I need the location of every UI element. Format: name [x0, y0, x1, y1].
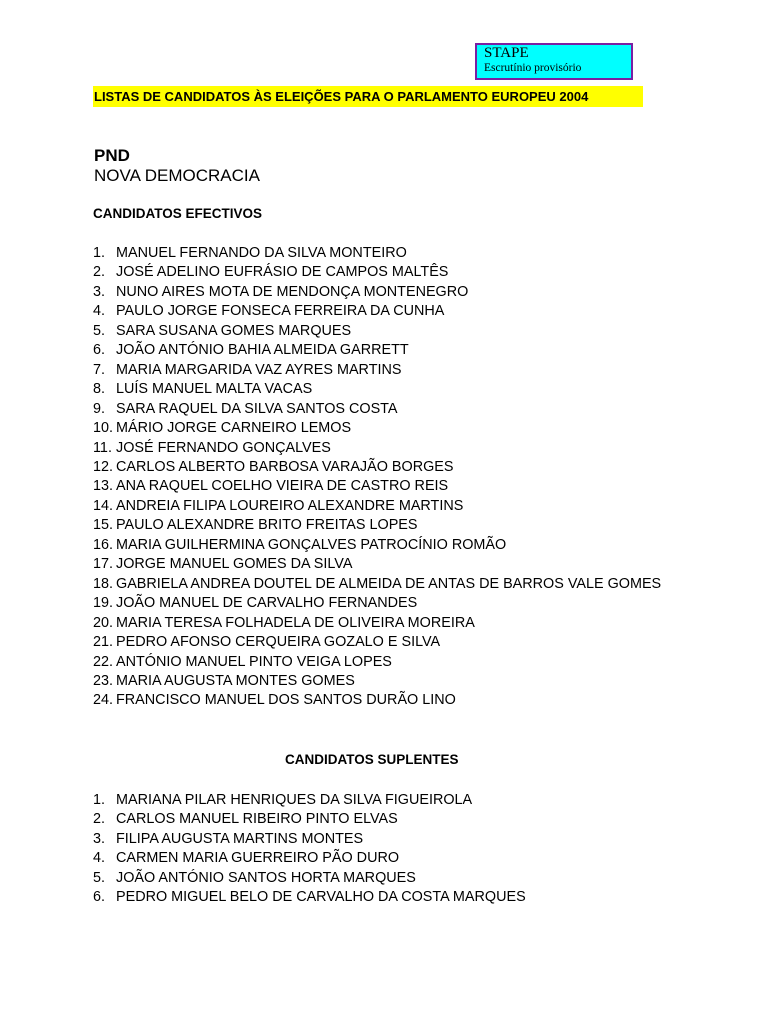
candidate-number: 13. [93, 478, 114, 495]
candidate-name: ANA RAQUEL COELHO VIEIRA DE CASTRO REIS [116, 478, 449, 495]
candidate-name: PAULO ALEXANDRE BRITO FREITAS LOPES [116, 517, 418, 534]
list-item [93, 614, 663, 633]
candidate-name: MANUEL FERNANDO DA SILVA MONTEIRO [116, 245, 407, 261]
list-item [93, 419, 663, 438]
candidate-number: 14. [93, 497, 114, 514]
candidate-number: 12. [93, 458, 114, 475]
list-item [93, 536, 663, 555]
candidate-name: PEDRO AFONSO CERQUEIRA GOZALO E SILVA [116, 634, 441, 651]
candidate-name: MÁRIO JORGE CARNEIRO LEMOS [116, 420, 352, 437]
document-title: LISTAS DE CANDIDATOS ÀS ELEIÇÕES PARA O PARLAMENTO EUROPEU 2004 [93, 86, 643, 107]
list-item [93, 361, 663, 380]
candidate-number: 10. [93, 420, 114, 437]
candidate-name: CARLOS ALBERTO BARBOSA VARAJÃO BORGES [116, 458, 454, 475]
candidate-number: 5. [93, 322, 106, 339]
candidate-number: 16. [93, 536, 114, 553]
candidate-number: 18. [93, 575, 114, 592]
list-item [93, 594, 663, 613]
candidate-name: MARIA GUILHERMINA GONÇALVES PATROCÍNIO ROMÃO [116, 536, 507, 553]
list-item [93, 341, 663, 360]
list-item [93, 849, 663, 868]
candidate-name: ANTÓNIO MANUEL PINTO VEIGA LOPES [116, 653, 392, 670]
candidate-number: 2. [93, 811, 106, 828]
list-item [93, 653, 663, 672]
candidate-name: GABRIELA ANDREA DOUTEL DE ALMEIDA DE ANTAS DE BARROS VALE GOMES [116, 575, 662, 592]
suplentes-heading: CANDIDATOS SUPLENTES [285, 752, 459, 767]
candidate-number: 24. [93, 692, 114, 709]
candidate-number: 21. [93, 634, 114, 651]
list-item [93, 516, 663, 535]
candidate-number: 9. [93, 400, 106, 417]
candidate-name: JORGE MANUEL GOMES DA SILVA [116, 556, 353, 573]
candidate-number: 6. [93, 342, 106, 359]
candidate-name: MARIA MARGARIDA VAZ AYRES MARTINS [116, 361, 402, 378]
list-item [93, 791, 663, 810]
stape-subtitle: Escrutínio provisório [484, 62, 582, 74]
candidate-name: ANDREIA FILIPA LOUREIRO ALEXANDRE MARTINS [116, 497, 464, 514]
candidate-name: FILIPA AUGUSTA MARTINS MONTES [116, 830, 364, 847]
candidate-name: MARIA AUGUSTA MONTES GOMES [116, 672, 355, 689]
party-code: PND [94, 146, 130, 165]
candidate-number: 4. [93, 850, 106, 867]
stape-label-box [475, 43, 633, 80]
candidate-number: 4. [93, 303, 106, 320]
candidate-number: 7. [93, 361, 106, 378]
list-item [93, 458, 663, 477]
candidate-number: 2. [93, 264, 106, 281]
efectivos-heading: CANDIDATOS EFECTIVOS [93, 206, 263, 221]
candidate-name: PAULO JORGE FONSECA FERREIRA DA CUNHA [116, 303, 445, 320]
list-item [93, 830, 663, 849]
candidate-name: FRANCISCO MANUEL DOS SANTOS DURÃO LINO [116, 692, 456, 709]
list-item [93, 263, 663, 282]
list-item [93, 477, 663, 496]
candidate-number: 6. [93, 889, 106, 906]
candidate-name: SARA SUSANA GOMES MARQUES [116, 322, 352, 339]
candidate-name: JOÃO MANUEL DE CARVALHO FERNANDES [116, 595, 418, 612]
candidate-name: JOSÉ ADELINO EUFRÁSIO DE CAMPOS MALTÊS [116, 264, 449, 281]
list-item [93, 400, 663, 419]
list-item [93, 497, 663, 516]
list-item [93, 633, 663, 652]
candidate-name: JOÃO ANTÓNIO BAHIA ALMEIDA GARRETT [116, 342, 409, 359]
suplentes-list [93, 791, 663, 908]
candidate-number: 22. [93, 653, 114, 670]
list-item [93, 672, 663, 691]
list-item [93, 810, 663, 829]
candidate-name: SARA RAQUEL DA SILVA SANTOS COSTA [116, 400, 398, 417]
efectivos-list [93, 244, 663, 711]
candidate-name: JOÃO ANTÓNIO SANTOS HORTA MARQUES [116, 869, 416, 886]
candidate-name: CARLOS MANUEL RIBEIRO PINTO ELVAS [116, 811, 398, 828]
candidate-name: LUÍS MANUEL MALTA VACAS [116, 381, 313, 398]
candidate-number: 15. [93, 517, 114, 534]
candidate-number: 17. [93, 556, 114, 573]
candidate-name: NUNO AIRES MOTA DE MENDONÇA MONTENEGRO [116, 283, 469, 300]
list-item [93, 575, 663, 594]
candidate-number: 3. [93, 830, 106, 847]
candidate-number: 11. [93, 439, 112, 456]
candidate-number: 1. [93, 245, 106, 261]
list-item [93, 380, 663, 399]
candidate-number: 5. [93, 869, 106, 886]
candidate-number: 20. [93, 614, 114, 631]
list-item [93, 244, 663, 263]
candidate-number: 8. [93, 381, 106, 398]
candidate-number: 3. [93, 283, 106, 300]
party-name: NOVA DEMOCRACIA [94, 166, 260, 185]
list-item [93, 691, 663, 710]
list-item [93, 869, 663, 888]
candidate-name: CARMEN MARIA GUERREIRO PÃO DURO [116, 850, 400, 867]
stape-title: STAPE [484, 45, 529, 61]
candidate-name: PEDRO MIGUEL BELO DE CARVALHO DA COSTA MARQUES [116, 889, 526, 906]
list-item [93, 283, 663, 302]
candidate-name: MARIA TERESA FOLHADELA DE OLIVEIRA MOREIRA [116, 614, 475, 631]
candidate-number: 23. [93, 672, 114, 689]
candidate-number: 19. [93, 595, 114, 612]
candidate-name: JOSÉ FERNANDO GONÇALVES [116, 439, 331, 456]
list-item [93, 555, 663, 574]
list-item [93, 888, 663, 907]
list-item [93, 322, 663, 341]
candidate-name: MARIANA PILAR HENRIQUES DA SILVA FIGUEIROLA [116, 792, 473, 808]
list-item [93, 302, 663, 321]
candidate-number: 1. [93, 792, 106, 808]
list-item [93, 439, 663, 458]
